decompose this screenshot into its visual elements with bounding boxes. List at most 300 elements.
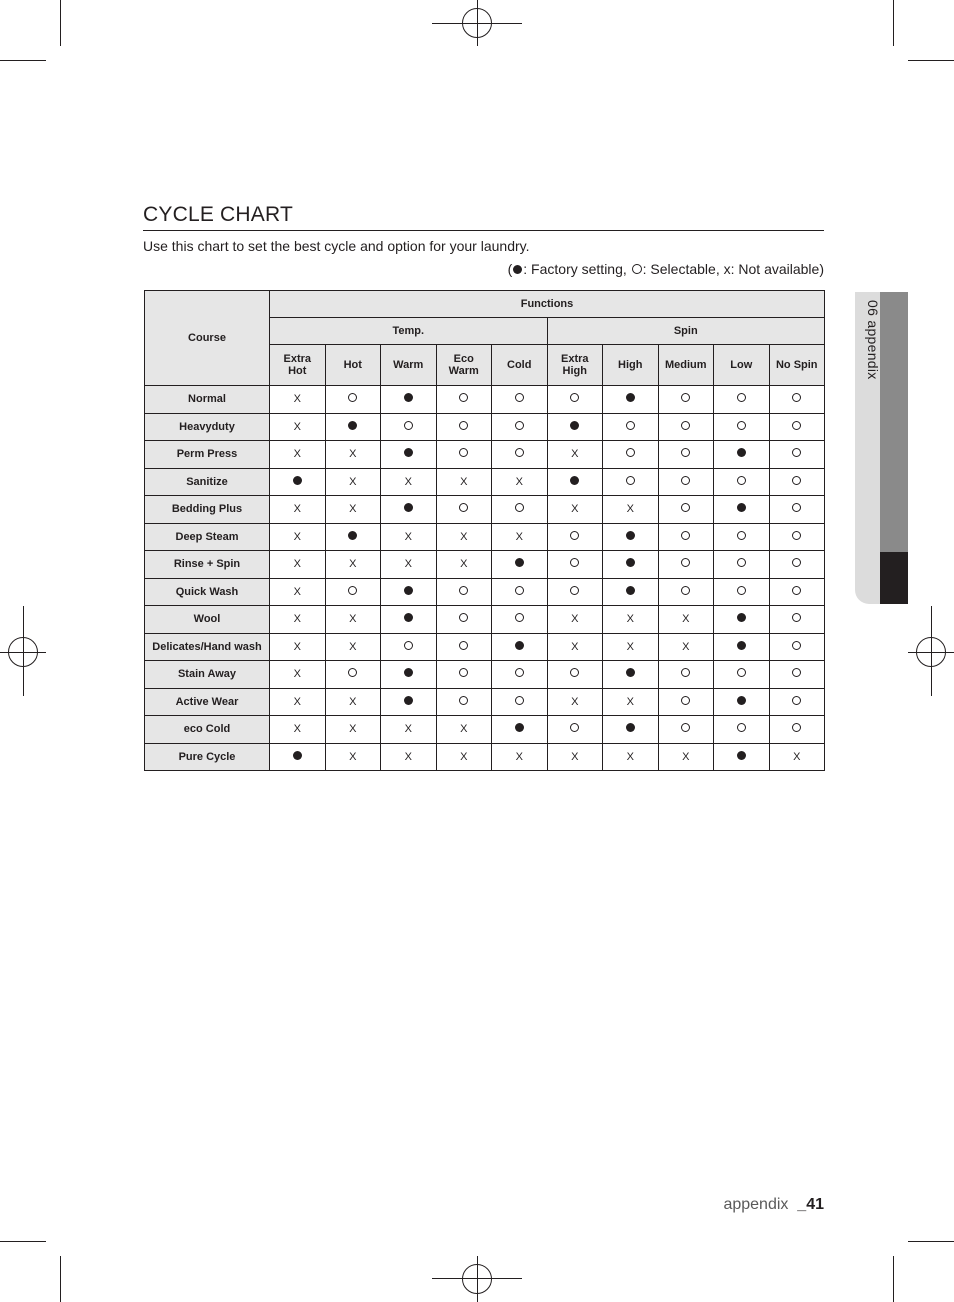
not-available-mark: X — [293, 530, 301, 543]
factory-setting-icon — [570, 476, 579, 485]
selectable-icon — [792, 668, 801, 677]
side-tab-black-band — [880, 552, 908, 604]
table-cell — [325, 743, 381, 771]
selectable-icon — [404, 641, 413, 650]
factory-setting-icon — [348, 421, 357, 430]
table-cell — [270, 578, 326, 606]
table-row — [145, 606, 825, 634]
table-row — [145, 523, 825, 551]
selectable-icon — [459, 448, 468, 457]
not-available-mark: X — [460, 558, 468, 571]
table-cell — [492, 633, 548, 661]
selectable-icon — [681, 558, 690, 567]
column-header: Cold — [492, 345, 548, 386]
selectable-icon — [792, 613, 801, 622]
table-cell — [658, 413, 714, 441]
selectable-icon — [792, 723, 801, 732]
selectable-icon — [681, 531, 690, 540]
selectable-icon — [348, 393, 357, 402]
table-cell — [325, 661, 381, 689]
selectable-icon — [348, 586, 357, 595]
course-name: eco Cold — [145, 716, 270, 744]
selectable-icon — [681, 393, 690, 402]
not-available-mark: X — [626, 695, 634, 708]
table-cell — [436, 496, 492, 524]
table-cell — [658, 496, 714, 524]
table-cell — [325, 413, 381, 441]
table-cell — [436, 688, 492, 716]
legend-open: ( — [507, 261, 513, 277]
crop-mark — [0, 60, 46, 61]
table-cell — [714, 523, 770, 551]
table-cell — [769, 496, 825, 524]
selectable-icon — [792, 448, 801, 457]
selectable-icon — [515, 586, 524, 595]
selectable-icon — [348, 668, 357, 677]
filled-circle-icon — [513, 265, 522, 274]
table-cell — [325, 468, 381, 496]
not-available-mark: X — [293, 640, 301, 653]
course-name: Stain Away — [145, 661, 270, 689]
selectable-icon — [792, 641, 801, 650]
crop-mark — [60, 1256, 61, 1302]
selectable-icon — [515, 448, 524, 457]
cycle-chart-table — [144, 290, 825, 771]
table-cell — [658, 468, 714, 496]
column-header: Low — [714, 345, 770, 386]
selectable-icon — [626, 448, 635, 457]
not-available-mark: X — [571, 695, 579, 708]
temp-header: Temp. — [270, 318, 548, 345]
not-available-mark: X — [515, 475, 523, 488]
table-cell — [603, 661, 659, 689]
table-cell — [492, 468, 548, 496]
selectable-icon — [792, 558, 801, 567]
not-available-mark: X — [404, 558, 412, 571]
selectable-icon — [515, 421, 524, 430]
table-cell — [714, 578, 770, 606]
table-cell — [547, 413, 603, 441]
selectable-icon — [626, 421, 635, 430]
table-cell — [714, 716, 770, 744]
selectable-icon — [515, 613, 524, 622]
table-cell — [547, 386, 603, 414]
table-cell — [436, 633, 492, 661]
table-row — [145, 633, 825, 661]
not-available-mark: X — [349, 750, 357, 763]
table-cell — [270, 606, 326, 634]
course-name: Pure Cycle — [145, 743, 270, 771]
table-cell — [270, 716, 326, 744]
table-row — [145, 413, 825, 441]
factory-setting-icon — [515, 641, 524, 650]
page-number: _41 — [797, 1196, 824, 1213]
not-available-mark: X — [349, 695, 357, 708]
not-available-mark: X — [349, 503, 357, 516]
table-cell — [658, 386, 714, 414]
selectable-icon — [792, 421, 801, 430]
not-available-mark: X — [626, 640, 634, 653]
table-cell — [270, 386, 326, 414]
not-available-mark: X — [293, 723, 301, 736]
registration-mark-line — [23, 606, 24, 696]
table-cell — [658, 441, 714, 469]
table-cell — [603, 523, 659, 551]
table-cell — [547, 578, 603, 606]
selectable-icon — [626, 476, 635, 485]
table-cell — [603, 551, 659, 579]
factory-setting-icon — [404, 586, 413, 595]
selectable-icon — [459, 613, 468, 622]
table-cell — [547, 688, 603, 716]
course-name: Heavyduty — [145, 413, 270, 441]
footer-section: appendix — [723, 1196, 789, 1213]
selectable-icon — [681, 723, 690, 732]
table-cell — [436, 743, 492, 771]
table-cell — [325, 633, 381, 661]
table-cell — [547, 523, 603, 551]
not-available-mark: X — [571, 613, 579, 626]
table-cell — [436, 441, 492, 469]
open-circle-icon — [632, 264, 642, 274]
table-cell — [769, 688, 825, 716]
selectable-icon — [681, 421, 690, 430]
table-row — [145, 688, 825, 716]
not-available-mark: X — [515, 530, 523, 543]
table-cell — [547, 661, 603, 689]
table-row — [145, 661, 825, 689]
table-row — [145, 468, 825, 496]
table-cell — [270, 523, 326, 551]
table-cell — [492, 661, 548, 689]
not-available-mark: X — [460, 723, 468, 736]
table-cell — [381, 661, 437, 689]
selectable-icon — [570, 586, 579, 595]
table-cell — [436, 468, 492, 496]
course-name: Wool — [145, 606, 270, 634]
table-cell — [381, 523, 437, 551]
page-title: CYCLE CHART — [143, 203, 824, 231]
selectable-icon — [792, 476, 801, 485]
factory-setting-icon — [626, 393, 635, 402]
table-cell — [270, 441, 326, 469]
course-name: Quick Wash — [145, 578, 270, 606]
factory-setting-icon — [737, 448, 746, 457]
factory-setting-icon — [404, 668, 413, 677]
factory-setting-icon — [404, 393, 413, 402]
table-cell — [714, 441, 770, 469]
table-cell — [603, 386, 659, 414]
factory-setting-icon — [626, 531, 635, 540]
selectable-icon — [681, 696, 690, 705]
table-cell — [769, 661, 825, 689]
not-available-mark: X — [460, 750, 468, 763]
table-cell — [658, 661, 714, 689]
not-available-mark: X — [571, 750, 579, 763]
selectable-icon — [570, 558, 579, 567]
factory-setting-icon — [293, 751, 302, 760]
table-row — [145, 716, 825, 744]
table-cell — [658, 578, 714, 606]
not-available-mark: X — [293, 558, 301, 571]
table-cell — [658, 688, 714, 716]
table-cell — [603, 468, 659, 496]
table-cell — [547, 606, 603, 634]
not-available-mark: X — [682, 613, 690, 626]
not-available-mark: X — [793, 750, 801, 763]
course-name: Delicates/Hand wash — [145, 633, 270, 661]
table-cell — [603, 496, 659, 524]
table-cell — [325, 688, 381, 716]
not-available-mark: X — [293, 668, 301, 681]
table-cell — [714, 688, 770, 716]
table-cell — [270, 468, 326, 496]
selectable-icon — [681, 668, 690, 677]
selectable-icon — [459, 586, 468, 595]
table-cell — [547, 496, 603, 524]
column-header: Extra High — [547, 345, 603, 386]
table-cell — [769, 633, 825, 661]
selectable-icon — [459, 503, 468, 512]
table-cell — [381, 743, 437, 771]
not-available-mark: X — [682, 750, 690, 763]
table-cell — [492, 523, 548, 551]
table-cell — [714, 386, 770, 414]
table-cell — [769, 468, 825, 496]
table-cell — [381, 633, 437, 661]
factory-setting-icon — [737, 696, 746, 705]
not-available-mark: X — [404, 475, 412, 488]
table-cell — [325, 578, 381, 606]
table-cell — [769, 413, 825, 441]
not-available-mark: X — [571, 448, 579, 461]
table-cell — [492, 496, 548, 524]
not-available-mark: X — [293, 393, 301, 406]
table-cell — [547, 716, 603, 744]
column-header: Extra Hot — [270, 345, 326, 386]
selectable-icon — [515, 393, 524, 402]
not-available-mark: X — [460, 530, 468, 543]
table-cell — [492, 743, 548, 771]
table-cell — [714, 743, 770, 771]
not-available-mark: X — [460, 475, 468, 488]
table-cell — [381, 551, 437, 579]
table-cell — [436, 551, 492, 579]
factory-setting-icon — [737, 503, 746, 512]
crop-mark — [0, 1241, 46, 1242]
table-cell — [658, 633, 714, 661]
table-cell — [769, 523, 825, 551]
table-cell — [658, 716, 714, 744]
column-header: Eco Warm — [436, 345, 492, 386]
table-cell — [270, 743, 326, 771]
table-cell — [769, 578, 825, 606]
factory-setting-icon — [404, 448, 413, 457]
selectable-icon — [515, 696, 524, 705]
selectable-icon — [737, 723, 746, 732]
table-cell — [547, 633, 603, 661]
not-available-mark: X — [682, 640, 690, 653]
not-available-mark: X — [349, 558, 357, 571]
table-cell — [436, 523, 492, 551]
table-cell — [381, 606, 437, 634]
factory-setting-icon — [626, 668, 635, 677]
course-header: Course — [145, 291, 270, 386]
not-available-mark: X — [293, 448, 301, 461]
crop-mark — [60, 0, 61, 46]
table-cell — [547, 551, 603, 579]
registration-mark-line — [432, 23, 522, 24]
course-name: Rinse + Spin — [145, 551, 270, 579]
selectable-icon — [681, 586, 690, 595]
table-cell — [492, 578, 548, 606]
table-cell — [547, 468, 603, 496]
table-cell — [270, 688, 326, 716]
table-cell — [270, 633, 326, 661]
table-cell — [325, 606, 381, 634]
page-footer — [723, 1196, 824, 1214]
table-cell — [325, 523, 381, 551]
selectable-icon — [792, 503, 801, 512]
registration-mark-line — [477, 1256, 478, 1302]
intro-text: Use this chart to set the best cycle and option for your laundry. — [143, 238, 530, 254]
table-cell — [769, 441, 825, 469]
crop-mark — [893, 1256, 894, 1302]
selectable-icon — [792, 393, 801, 402]
selectable-icon — [515, 668, 524, 677]
table-cell — [547, 441, 603, 469]
table-row — [145, 743, 825, 771]
legend-not-available: x: Not available) — [723, 261, 824, 277]
table-cell — [658, 551, 714, 579]
selectable-icon — [681, 503, 690, 512]
not-available-mark: X — [349, 613, 357, 626]
table-cell — [714, 661, 770, 689]
table-cell — [436, 413, 492, 441]
selectable-icon — [459, 696, 468, 705]
table-cell — [492, 551, 548, 579]
selectable-icon — [515, 503, 524, 512]
not-available-mark: X — [404, 723, 412, 736]
table-row — [145, 496, 825, 524]
table-cell — [436, 606, 492, 634]
side-tab-label: 06 appendix — [865, 300, 881, 380]
table-cell — [603, 441, 659, 469]
table-cell — [270, 551, 326, 579]
selectable-icon — [570, 531, 579, 540]
table-cell — [492, 413, 548, 441]
table-cell — [325, 716, 381, 744]
course-name: Deep Steam — [145, 523, 270, 551]
factory-setting-icon — [515, 558, 524, 567]
table-row — [145, 441, 825, 469]
table-cell — [492, 386, 548, 414]
table-cell — [714, 633, 770, 661]
factory-setting-icon — [626, 723, 635, 732]
table-cell — [492, 716, 548, 744]
table-cell — [714, 468, 770, 496]
column-header: High — [603, 345, 659, 386]
factory-setting-icon — [737, 641, 746, 650]
table-cell — [658, 523, 714, 551]
crop-mark — [893, 0, 894, 46]
not-available-mark: X — [349, 448, 357, 461]
table-cell — [436, 716, 492, 744]
table-cell — [381, 496, 437, 524]
selectable-icon — [737, 586, 746, 595]
selectable-icon — [737, 531, 746, 540]
table-cell — [492, 441, 548, 469]
selectable-icon — [792, 586, 801, 595]
symbol-legend — [508, 261, 824, 277]
registration-mark-line — [931, 606, 932, 696]
selectable-icon — [570, 668, 579, 677]
table-cell — [603, 688, 659, 716]
functions-header: Functions — [270, 291, 825, 318]
factory-setting-icon — [348, 531, 357, 540]
selectable-icon — [792, 531, 801, 540]
table-cell — [492, 606, 548, 634]
not-available-mark: X — [626, 613, 634, 626]
table-cell — [381, 441, 437, 469]
table-cell — [381, 386, 437, 414]
table-cell — [436, 386, 492, 414]
column-header: Hot — [325, 345, 381, 386]
table-cell — [381, 578, 437, 606]
selectable-icon — [792, 696, 801, 705]
table-cell — [603, 633, 659, 661]
factory-setting-icon — [626, 586, 635, 595]
selectable-icon — [570, 723, 579, 732]
factory-setting-icon — [570, 421, 579, 430]
not-available-mark: X — [626, 503, 634, 516]
not-available-mark: X — [293, 503, 301, 516]
selectable-icon — [737, 393, 746, 402]
table-cell — [381, 688, 437, 716]
course-name: Sanitize — [145, 468, 270, 496]
not-available-mark: X — [293, 420, 301, 433]
factory-setting-icon — [404, 696, 413, 705]
table-cell — [603, 716, 659, 744]
table-cell — [492, 688, 548, 716]
factory-setting-icon — [404, 613, 413, 622]
not-available-mark: X — [349, 475, 357, 488]
table-cell — [714, 496, 770, 524]
course-name: Normal — [145, 386, 270, 414]
table-cell — [270, 413, 326, 441]
selectable-icon — [404, 421, 413, 430]
factory-setting-icon — [737, 751, 746, 760]
not-available-mark: X — [349, 640, 357, 653]
selectable-icon — [459, 421, 468, 430]
table-cell — [603, 578, 659, 606]
column-header: Warm — [381, 345, 437, 386]
selectable-icon — [737, 558, 746, 567]
table-cell — [325, 551, 381, 579]
table-cell — [769, 386, 825, 414]
table-cell — [658, 743, 714, 771]
factory-setting-icon — [515, 723, 524, 732]
selectable-icon — [459, 393, 468, 402]
table-row — [145, 551, 825, 579]
table-cell — [325, 441, 381, 469]
not-available-mark: X — [571, 503, 579, 516]
course-name: Perm Press — [145, 441, 270, 469]
spin-header: Spin — [547, 318, 825, 345]
legend-factory: : Factory setting, — [523, 261, 627, 277]
side-tab-gray-band — [880, 292, 908, 552]
table-cell — [381, 413, 437, 441]
